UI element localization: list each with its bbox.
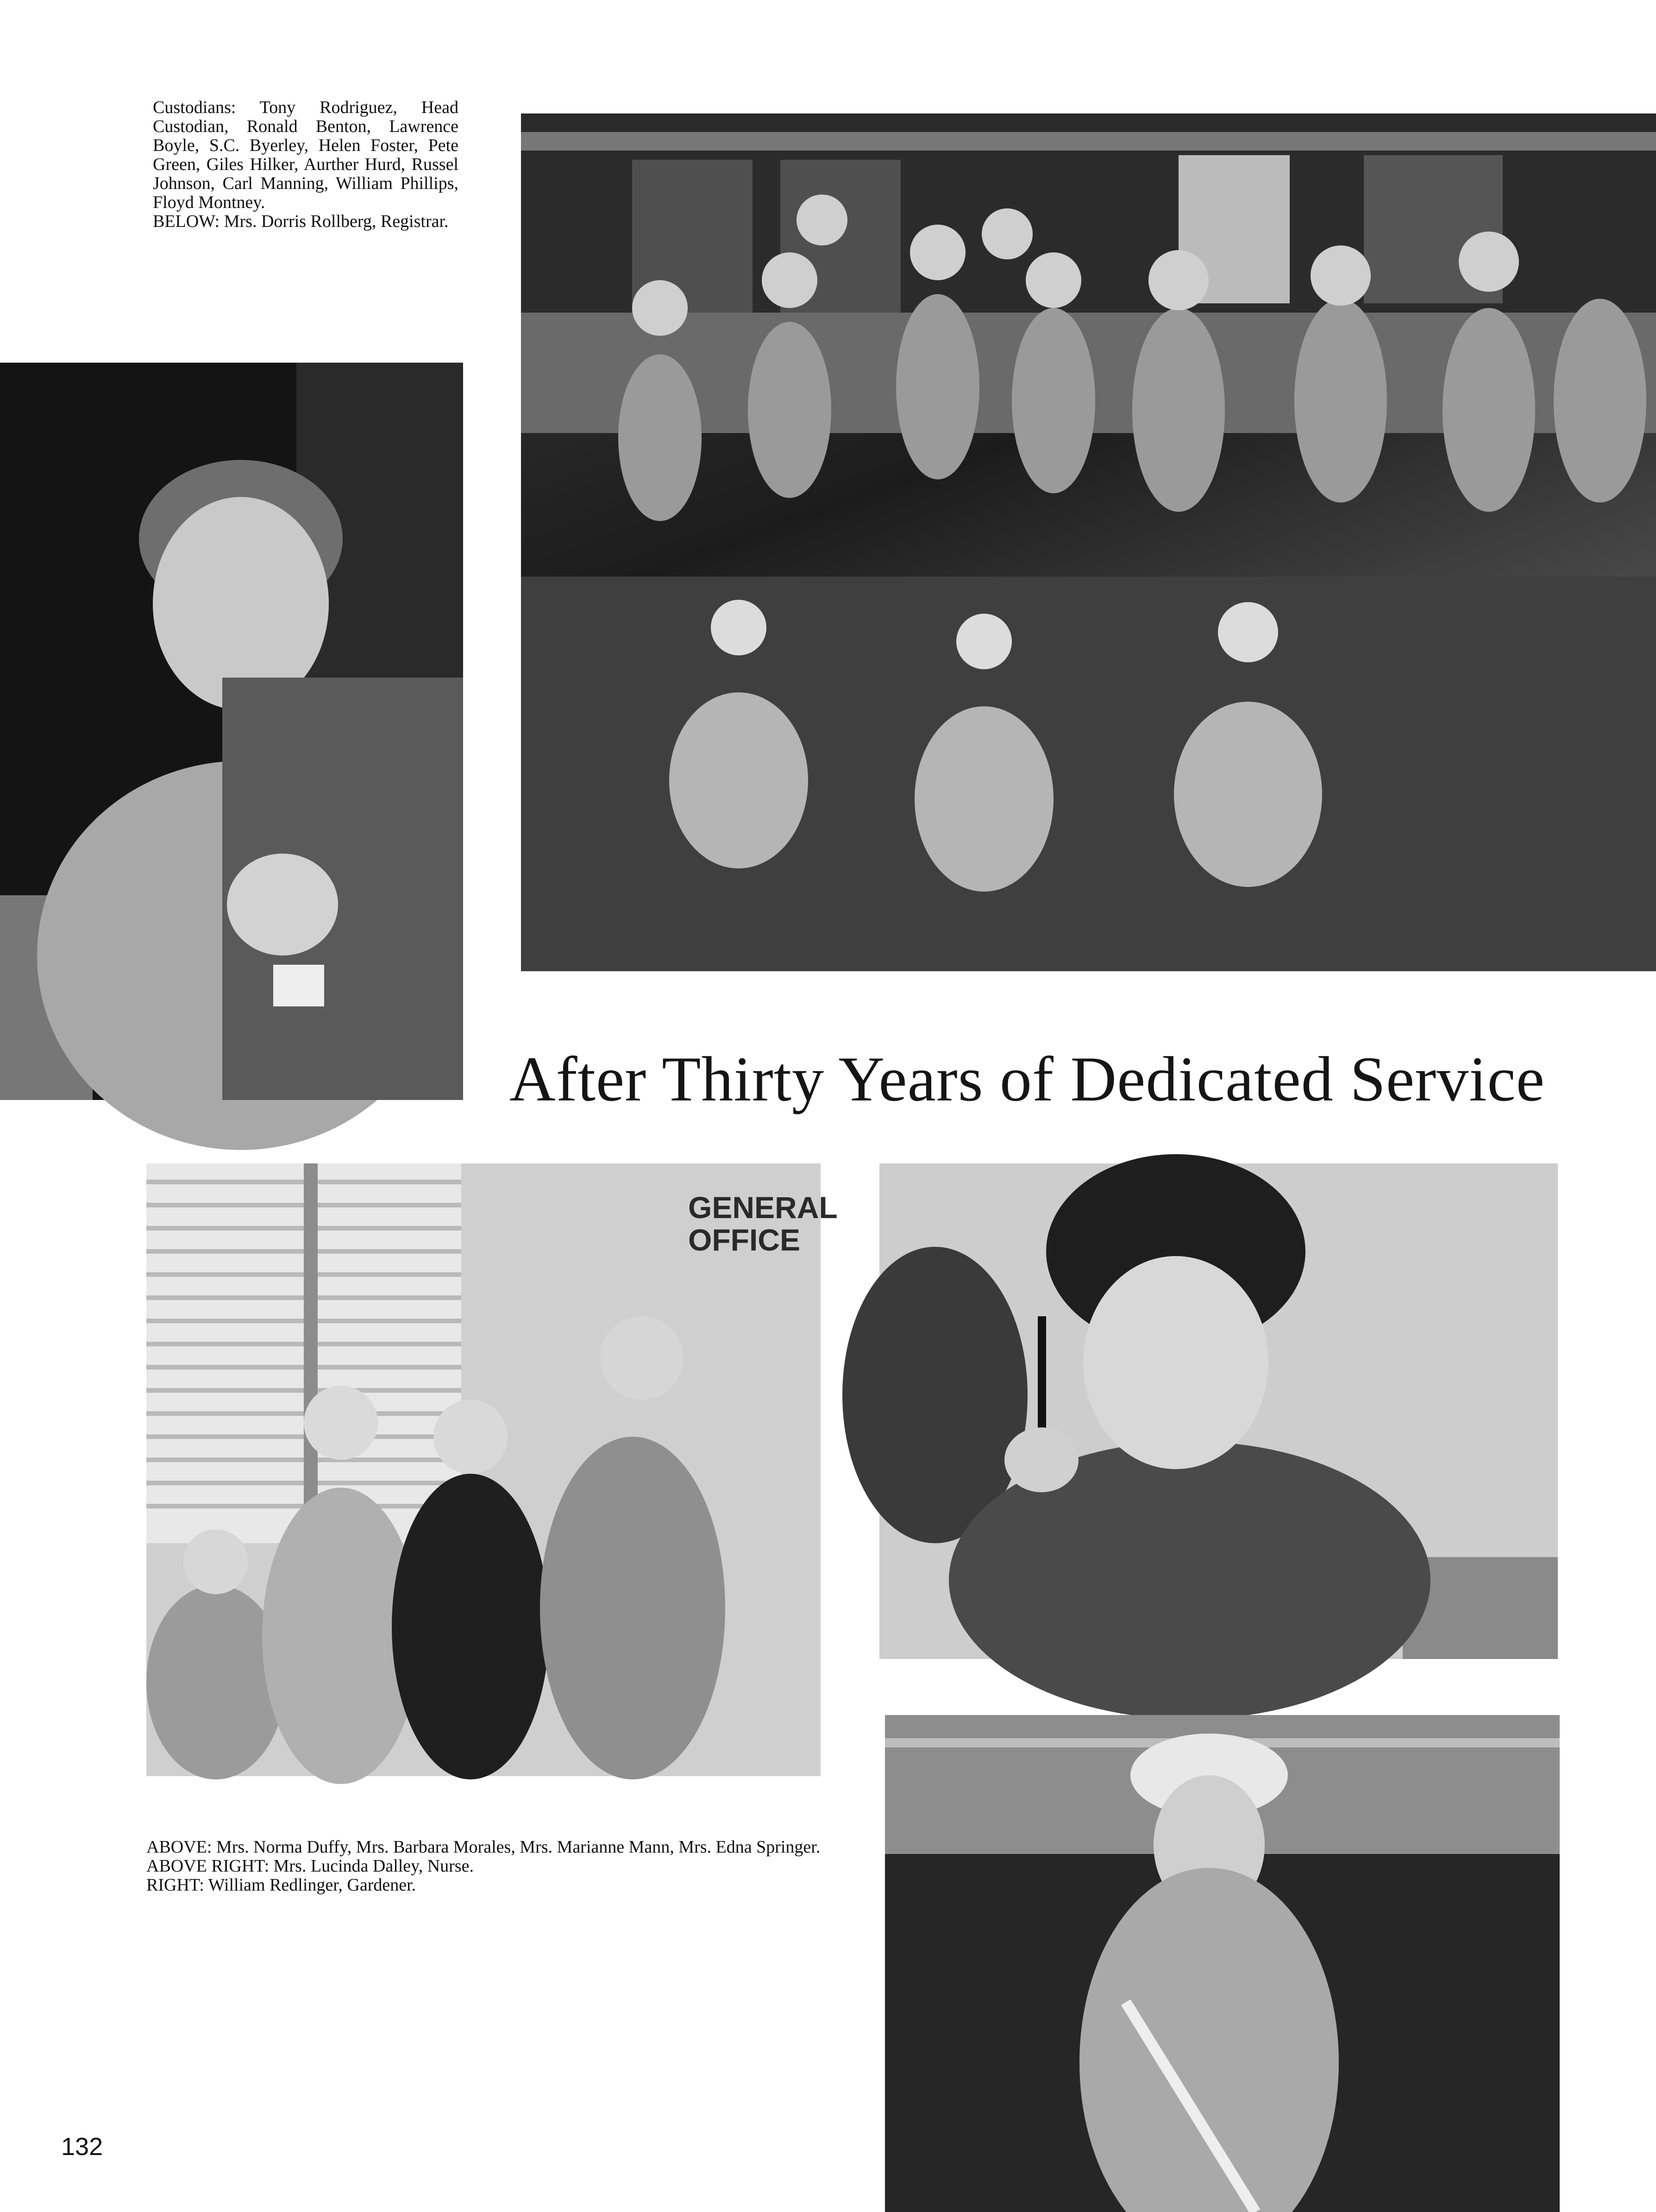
page-number: 132 — [61, 2133, 103, 2161]
gardener-illustration — [885, 1715, 1560, 2212]
general-office-sign: GENERAL OFFICE — [688, 1190, 837, 1257]
registrar-caption: BELOW: Mrs. Dorris Rollberg, Registrar. — [153, 212, 449, 231]
nurse-illustration — [879, 1163, 1558, 1659]
page-heading: After Thirty Years of Dedicated Service — [509, 1043, 1545, 1114]
office-staff-photo — [146, 1163, 837, 1776]
gardener-photo — [885, 1715, 1560, 2212]
registrar-illustration — [0, 363, 463, 1100]
gardener-caption: RIGHT: William Redlinger, Gardener. — [146, 1875, 416, 1895]
custodians-caption — [153, 98, 458, 231]
custodians-names: Custodians: Tony Rodriguez, Head Custodian, Ronald Benton, Lawrence Boyle, S.C. Byerley, Helen Foster, Pete Green, Giles Hilker, Aurther Hurd, Russel Johnson, Carl Manning, William Phillips, Floyd Montney. — [153, 98, 458, 212]
registrar-photo — [0, 363, 463, 1100]
nurse-caption: ABOVE RIGHT: Mrs. Lucinda Dalley, Nurse. — [146, 1856, 474, 1876]
bottom-caption — [146, 1838, 822, 1895]
custodians-group-illustration — [521, 113, 1656, 971]
nurse-photo — [879, 1163, 1558, 1659]
custodians-group-photo — [521, 113, 1656, 971]
office-staff-caption: ABOVE: Mrs. Norma Duffy, Mrs. Barbara Morales, Mrs. Marianne Mann, Mrs. Edna Springer. — [146, 1837, 821, 1857]
